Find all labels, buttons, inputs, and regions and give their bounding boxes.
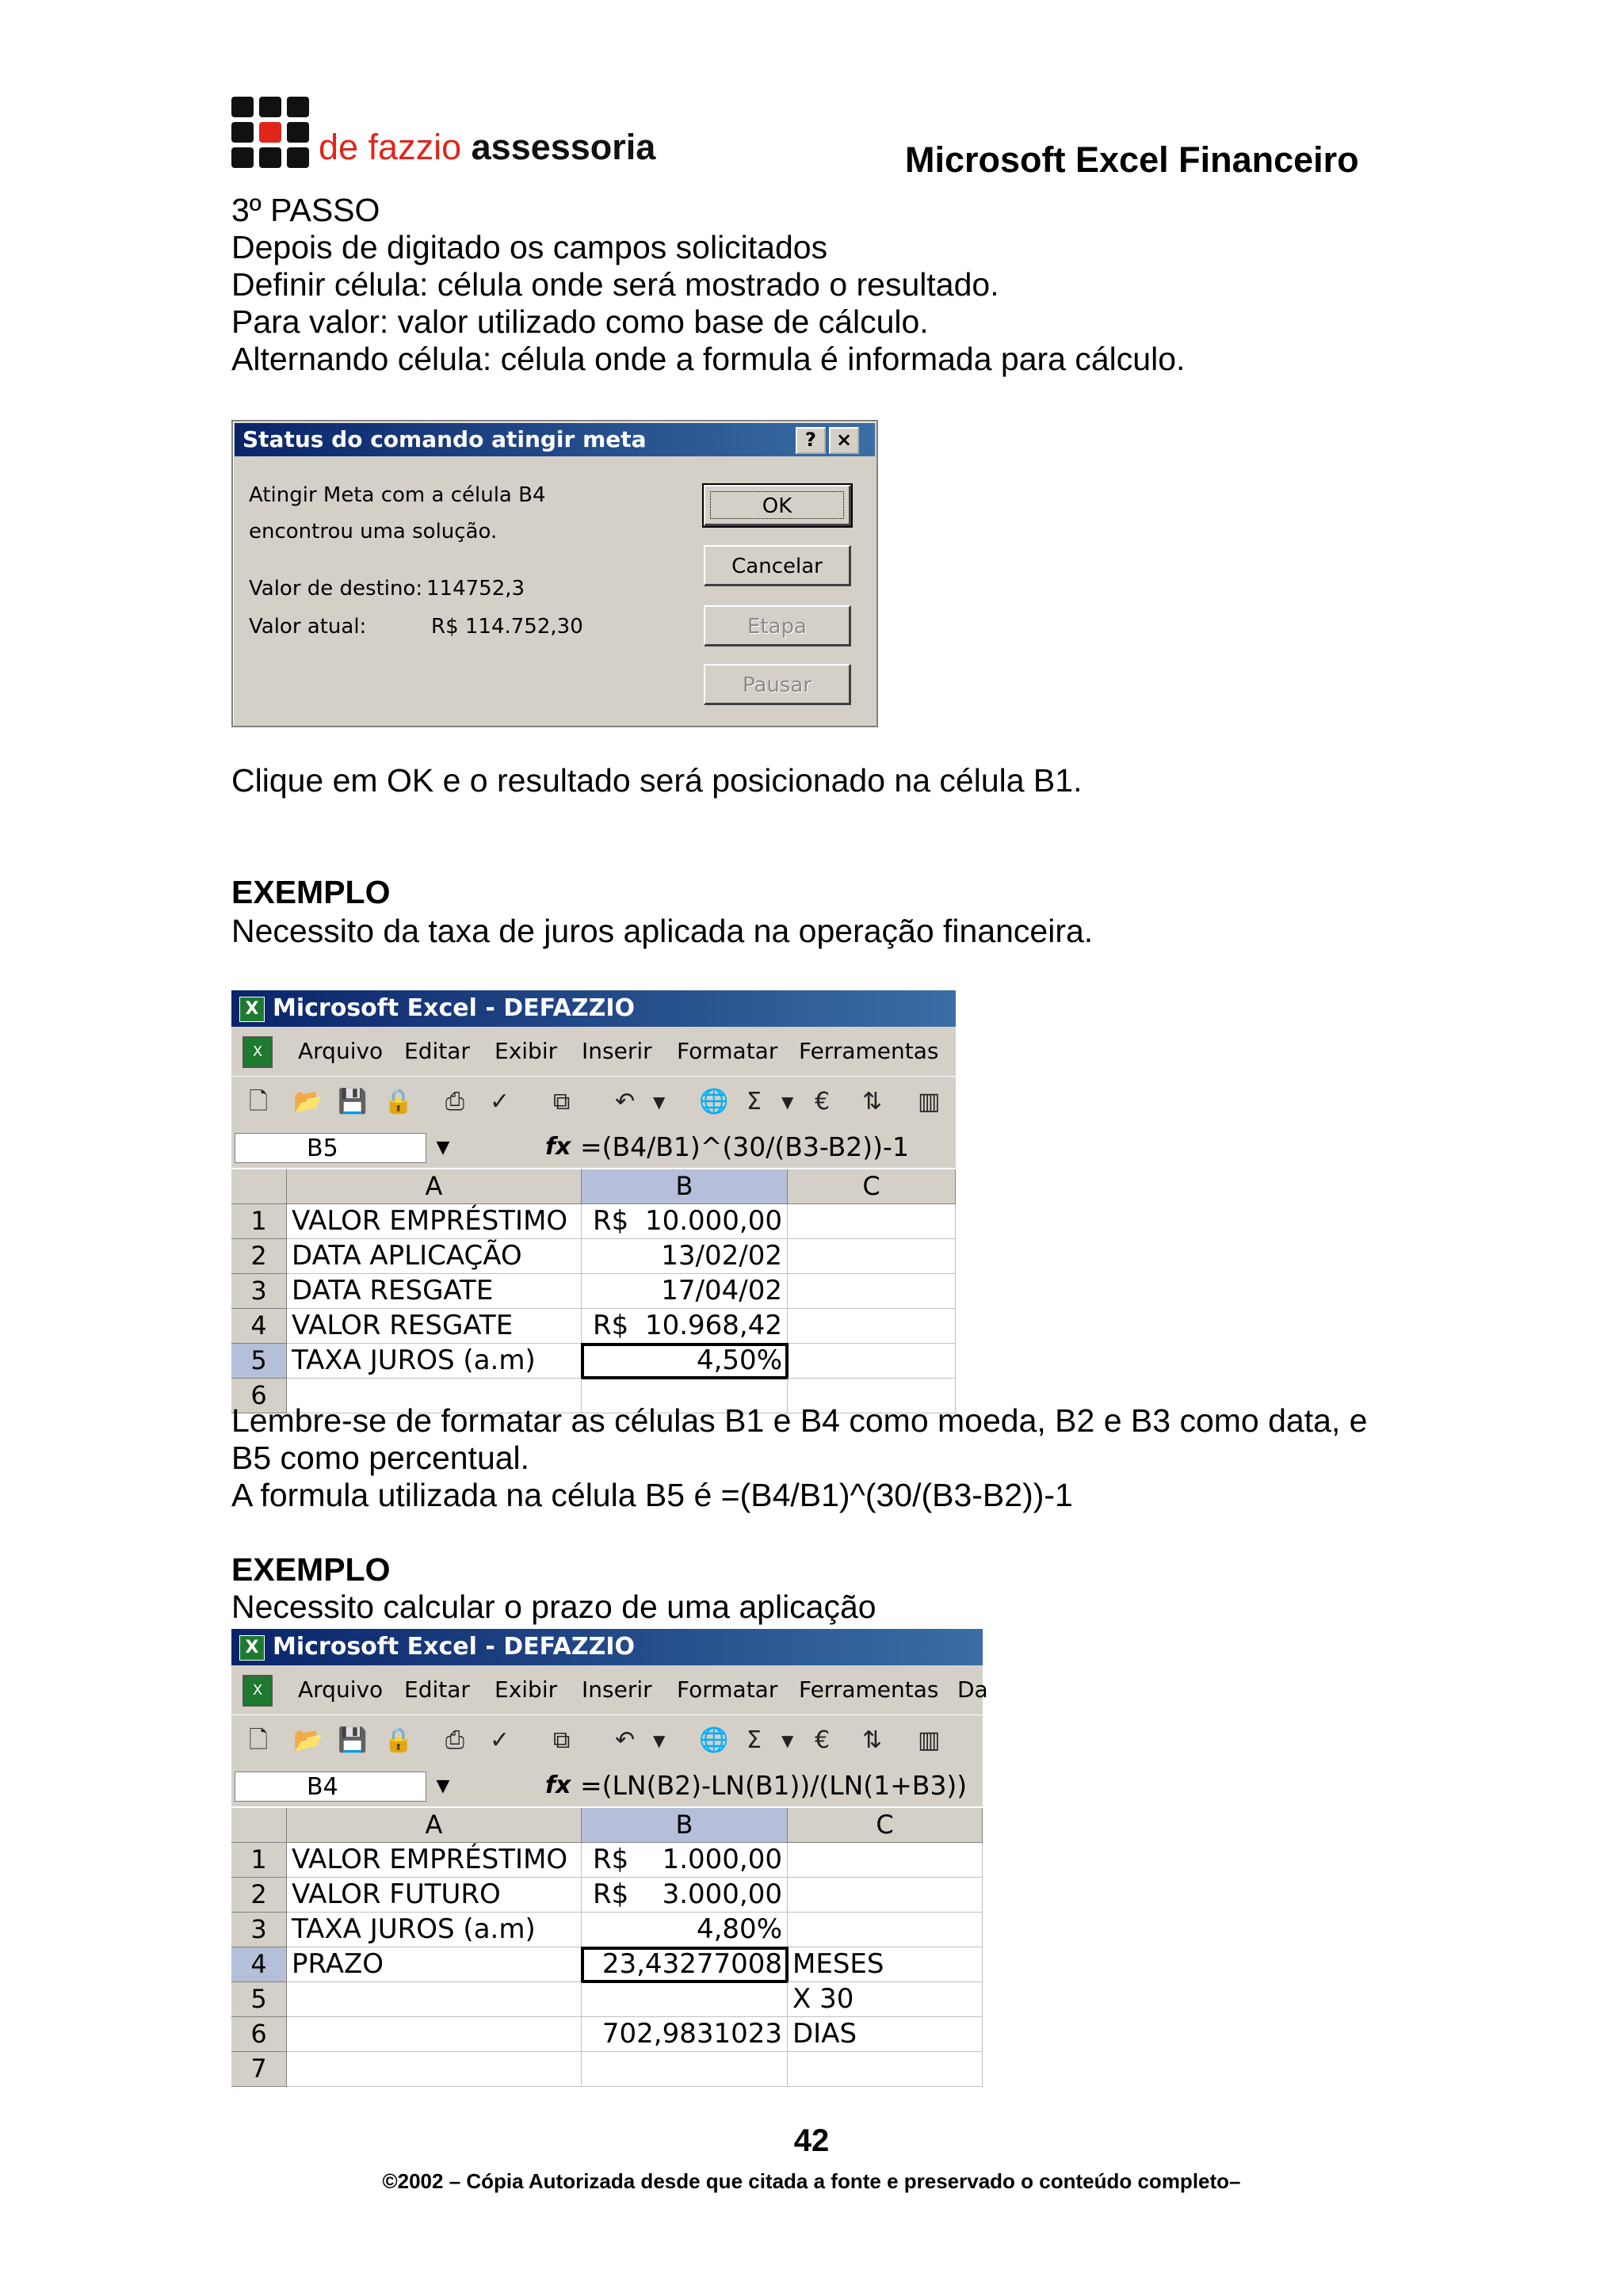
- new-document-icon[interactable]: 🗋: [249, 1088, 269, 1116]
- intro-line-1: Depois de digitado os campos solicitados: [231, 229, 828, 265]
- cell-b-value: 702,9831023: [601, 2018, 782, 2050]
- currency-symbol: R$: [593, 1310, 629, 1341]
- cell-c[interactable]: [788, 1913, 983, 1947]
- print-icon[interactable]: ⎙: [445, 1088, 464, 1116]
- example-2-text: Necessito calcular o prazo de uma aplicação: [231, 1589, 876, 1625]
- cell-b-value: 10.968,42: [644, 1310, 782, 1341]
- column-header-a[interactable]: A: [287, 1169, 582, 1204]
- pause-button[interactable]: Pausar: [704, 664, 851, 705]
- logo-heavy-text: assessoria: [471, 127, 656, 167]
- cell-c[interactable]: [788, 1204, 956, 1239]
- example-1-note-3: A formula utilizada na célula B5 é =(B4/B1)^(30/(B3-B2))-1: [231, 1477, 1073, 1513]
- undo-dropdown-icon[interactable]: ▼: [653, 1093, 666, 1112]
- open-folder-icon[interactable]: 📂: [293, 1726, 323, 1754]
- cell-b[interactable]: [582, 1344, 788, 1379]
- cell-b-value: 3.000,00: [662, 1878, 782, 1910]
- cell-b-value: 1.000,00: [662, 1844, 782, 1875]
- dialog-message-2: encontrou uma solução.: [249, 520, 498, 543]
- row-header[interactable]: 2: [231, 1878, 287, 1913]
- function-icon[interactable]: fx: [545, 1772, 571, 1799]
- example-1-text: Necessito da taxa de juros aplicada na operação financeira.: [231, 913, 1094, 949]
- cell-a[interactable]: VALOR EMPRÉSTIMO: [287, 1843, 582, 1878]
- menu-editar[interactable]: Editar: [404, 1038, 470, 1064]
- chart-wizard-icon[interactable]: ▥: [918, 1726, 941, 1754]
- cell-a[interactable]: DATA RESGATE: [287, 1274, 582, 1309]
- row-header[interactable]: 1: [231, 1843, 287, 1878]
- cell-c[interactable]: [788, 1843, 983, 1878]
- ok-button-label: OK: [762, 494, 792, 518]
- name-box-dropdown-icon[interactable]: ▼: [436, 1138, 450, 1158]
- cell-b-value: 4,50%: [696, 1344, 782, 1376]
- cell-b[interactable]: [582, 1204, 788, 1239]
- copy-icon[interactable]: ⧉: [553, 1726, 571, 1754]
- excel-title-bar: [231, 1629, 983, 1665]
- cell-a[interactable]: [287, 1982, 582, 2017]
- currency-symbol: R$: [593, 1844, 629, 1875]
- excel-menu-bar: [231, 1027, 956, 1076]
- name-box-dropdown-icon[interactable]: ▼: [436, 1776, 450, 1796]
- row-header[interactable]: 1: [231, 1204, 287, 1239]
- cell-b[interactable]: [582, 1947, 788, 1982]
- cell-c[interactable]: X 30: [788, 1982, 983, 2017]
- example-2-heading: EXEMPLO: [231, 1551, 391, 1588]
- autosum-dropdown-icon[interactable]: ▼: [781, 1093, 794, 1112]
- cell-c[interactable]: [788, 1344, 956, 1379]
- cell-a[interactable]: DATA APLICAÇÃO: [287, 1239, 582, 1274]
- cell-c[interactable]: [788, 1878, 983, 1913]
- row-header[interactable]: 2: [231, 1239, 287, 1274]
- cell-b[interactable]: [582, 1913, 788, 1947]
- intro-line-3: Para valor: valor utilizado como base de cálculo.: [231, 303, 929, 340]
- company-logo-mark: [231, 97, 309, 168]
- intro-line-2: Definir célula: célula onde será mostrado o resultado.: [231, 266, 999, 303]
- menu-inserir[interactable]: Inserir: [582, 1038, 652, 1064]
- cell-a[interactable]: [287, 2017, 582, 2052]
- name-box[interactable]: B5: [235, 1133, 426, 1163]
- column-header-c[interactable]: C: [788, 1808, 983, 1843]
- close-button[interactable]: ×: [829, 427, 859, 454]
- chart-wizard-icon[interactable]: ▥: [918, 1088, 941, 1116]
- menu-exibir[interactable]: Exibir: [495, 1676, 558, 1703]
- row-header[interactable]: 6: [231, 1379, 287, 1413]
- permission-icon[interactable]: 🔒: [384, 1088, 414, 1116]
- column-header-c[interactable]: C: [788, 1169, 956, 1204]
- select-all-corner[interactable]: [231, 1169, 287, 1204]
- cell-b[interactable]: [582, 1239, 788, 1274]
- example-1-note-2: B5 como percentual.: [231, 1440, 530, 1476]
- excel-formula-bar: [231, 1128, 956, 1168]
- help-button[interactable]: ?: [796, 427, 826, 454]
- menu-ferramentas[interactable]: Ferramentas: [799, 1676, 939, 1703]
- after-dialog-text: Clique em OK e o resultado será posicionado na célula B1.: [231, 762, 1083, 799]
- copyright-footer: ©2002 – Cópia Autorizada desde que citada a fonte e preservado o conteúdo completo–: [382, 2169, 1241, 2193]
- cell-a[interactable]: TAXA JUROS (a.m): [287, 1913, 582, 1947]
- company-logo-text: [319, 127, 655, 168]
- cell-b[interactable]: [582, 1878, 788, 1913]
- cell-c[interactable]: [788, 1274, 956, 1309]
- cell-a[interactable]: VALOR RESGATE: [287, 1309, 582, 1344]
- undo-icon[interactable]: ↶: [615, 1088, 636, 1116]
- menu-ferramentas[interactable]: Ferramentas: [799, 1038, 939, 1064]
- target-value-label: Valor de destino:: [249, 577, 423, 601]
- undo-dropdown-icon[interactable]: ▼: [653, 1731, 666, 1750]
- dialog-message-1: Atingir Meta com a célula B4: [249, 483, 546, 507]
- cell-b-value: 23,43277008: [601, 1948, 782, 1980]
- cell-b-value: 13/02/02: [661, 1240, 782, 1272]
- excel-title-bar: [231, 990, 956, 1027]
- euro-conversion-icon[interactable]: €: [815, 1726, 831, 1754]
- cell-a[interactable]: [287, 2052, 582, 2087]
- dialog-title: Status do comando atingir meta: [242, 426, 647, 452]
- ok-button[interactable]: [704, 485, 851, 526]
- sort-ascending-icon[interactable]: ⇅: [862, 1088, 883, 1116]
- row-header[interactable]: 7: [231, 2052, 287, 2087]
- save-icon[interactable]: 💾: [338, 1726, 368, 1754]
- sort-ascending-icon[interactable]: ⇅: [862, 1726, 883, 1754]
- row-header[interactable]: 3: [231, 1913, 287, 1947]
- function-icon[interactable]: fx: [545, 1133, 571, 1161]
- row-header[interactable]: 3: [231, 1274, 287, 1309]
- autosum-dropdown-icon[interactable]: ▼: [781, 1731, 794, 1750]
- menu-formatar[interactable]: Formatar: [677, 1676, 778, 1703]
- step-heading: 3º PASSO: [231, 192, 380, 228]
- cell-b[interactable]: [582, 2052, 788, 2087]
- cell-b[interactable]: [582, 1843, 788, 1878]
- logo-light-text: de fazzio: [319, 127, 462, 167]
- cell-c[interactable]: [788, 1309, 956, 1344]
- cell-c[interactable]: [788, 1239, 956, 1274]
- cell-a[interactable]: VALOR FUTURO: [287, 1878, 582, 1913]
- row-header[interactable]: 4: [231, 1947, 287, 1982]
- row-header[interactable]: 5: [231, 1982, 287, 2017]
- save-icon[interactable]: 💾: [338, 1088, 368, 1116]
- cell-b[interactable]: [582, 1274, 788, 1309]
- spelling-icon[interactable]: ✓: [490, 1726, 510, 1754]
- name-box[interactable]: B4: [235, 1772, 426, 1802]
- menu-exibir[interactable]: Exibir: [495, 1038, 558, 1064]
- spelling-icon[interactable]: ✓: [490, 1088, 510, 1116]
- row-header[interactable]: 5: [231, 1344, 287, 1379]
- cell-c[interactable]: DIAS: [788, 2017, 983, 2052]
- excel-app-icon: X: [239, 1635, 265, 1661]
- excel-toolbar: [231, 1714, 983, 1768]
- new-document-icon[interactable]: 🗋: [249, 1726, 269, 1754]
- cell-b[interactable]: [582, 2017, 788, 2052]
- document-title: Microsoft Excel Financeiro: [905, 139, 1359, 180]
- cell-c[interactable]: [788, 2052, 983, 2087]
- intro-line-4: Alternando célula: célula onde a formula é informada para cálculo.: [231, 341, 1186, 377]
- step-button[interactable]: Etapa: [704, 605, 851, 646]
- excel-menu-bar: [231, 1665, 988, 1714]
- example-1-note-1: Lembre-se de formatar as células B1 e B4 como moeda, B2 e B3 como data, e: [231, 1402, 1368, 1439]
- cell-c[interactable]: MESES: [788, 1947, 983, 1982]
- permission-icon[interactable]: 🔒: [384, 1726, 414, 1754]
- page-number: 42: [793, 2123, 830, 2158]
- dialog-title-bar: [235, 423, 875, 456]
- column-header-b[interactable]: B: [582, 1169, 788, 1204]
- goal-seek-status-dialog: [231, 420, 878, 727]
- cell-b-value: 4,80%: [696, 1913, 782, 1945]
- row-header[interactable]: 4: [231, 1309, 287, 1344]
- workbook-icon[interactable]: X: [242, 1036, 273, 1068]
- excel-formula-bar: [231, 1767, 983, 1806]
- print-icon[interactable]: ⎙: [445, 1726, 464, 1754]
- formula-input[interactable]: =(LN(B2)-LN(B1))/(LN(1+B3)): [580, 1770, 968, 1801]
- currency-symbol: R$: [593, 1878, 629, 1910]
- open-folder-icon[interactable]: 📂: [293, 1088, 323, 1116]
- excel-window-example-2: [231, 1629, 988, 2084]
- excel-toolbar: [231, 1076, 956, 1129]
- autosum-icon[interactable]: Σ: [747, 1088, 762, 1116]
- row-header[interactable]: 6: [231, 2017, 287, 2052]
- menu-inserir[interactable]: Inserir: [582, 1676, 652, 1703]
- menu-formatar[interactable]: Formatar: [677, 1038, 778, 1064]
- excel-title: Microsoft Excel - DEFAZZIO: [273, 994, 636, 1022]
- cell-b[interactable]: [582, 1982, 788, 2017]
- hyperlink-icon[interactable]: 🌐: [699, 1726, 729, 1754]
- cell-a[interactable]: PRAZO: [287, 1947, 582, 1982]
- menu-dados[interactable]: Da: [957, 1676, 988, 1703]
- menu-editar[interactable]: Editar: [404, 1676, 470, 1703]
- column-header-b[interactable]: B: [582, 1808, 788, 1843]
- hyperlink-icon[interactable]: 🌐: [699, 1088, 729, 1116]
- excel-title: Microsoft Excel - DEFAZZIO: [273, 1633, 636, 1661]
- menu-arquivo[interactable]: Arquivo: [298, 1676, 384, 1703]
- undo-icon[interactable]: ↶: [615, 1726, 636, 1754]
- target-value: 114752,3: [426, 577, 525, 601]
- euro-conversion-icon[interactable]: €: [815, 1088, 831, 1116]
- excel-window-example-1: [231, 990, 956, 1410]
- cell-a[interactable]: VALOR EMPRÉSTIMO: [287, 1204, 582, 1239]
- autosum-icon[interactable]: Σ: [747, 1726, 762, 1754]
- cell-b-value: 10.000,00: [644, 1205, 782, 1237]
- formula-input[interactable]: =(B4/B1)^(30/(B3-B2))-1: [580, 1131, 909, 1162]
- currency-symbol: R$: [593, 1205, 629, 1237]
- current-value-label: Valor atual:: [249, 615, 367, 639]
- cell-b[interactable]: [582, 1309, 788, 1344]
- cancel-button[interactable]: Cancelar: [704, 545, 851, 586]
- cell-b-value: 17/04/02: [661, 1275, 782, 1306]
- example-1-heading: EXEMPLO: [231, 874, 391, 910]
- menu-arquivo[interactable]: Arquivo: [298, 1038, 384, 1064]
- cell-a[interactable]: TAXA JUROS (a.m): [287, 1344, 582, 1379]
- column-header-a[interactable]: A: [287, 1808, 582, 1843]
- current-value: R$ 114.752,30: [431, 615, 583, 639]
- excel-app-icon: X: [239, 997, 265, 1022]
- select-all-corner[interactable]: [231, 1808, 287, 1843]
- copy-icon[interactable]: ⧉: [553, 1088, 571, 1116]
- workbook-icon[interactable]: X: [242, 1675, 273, 1707]
